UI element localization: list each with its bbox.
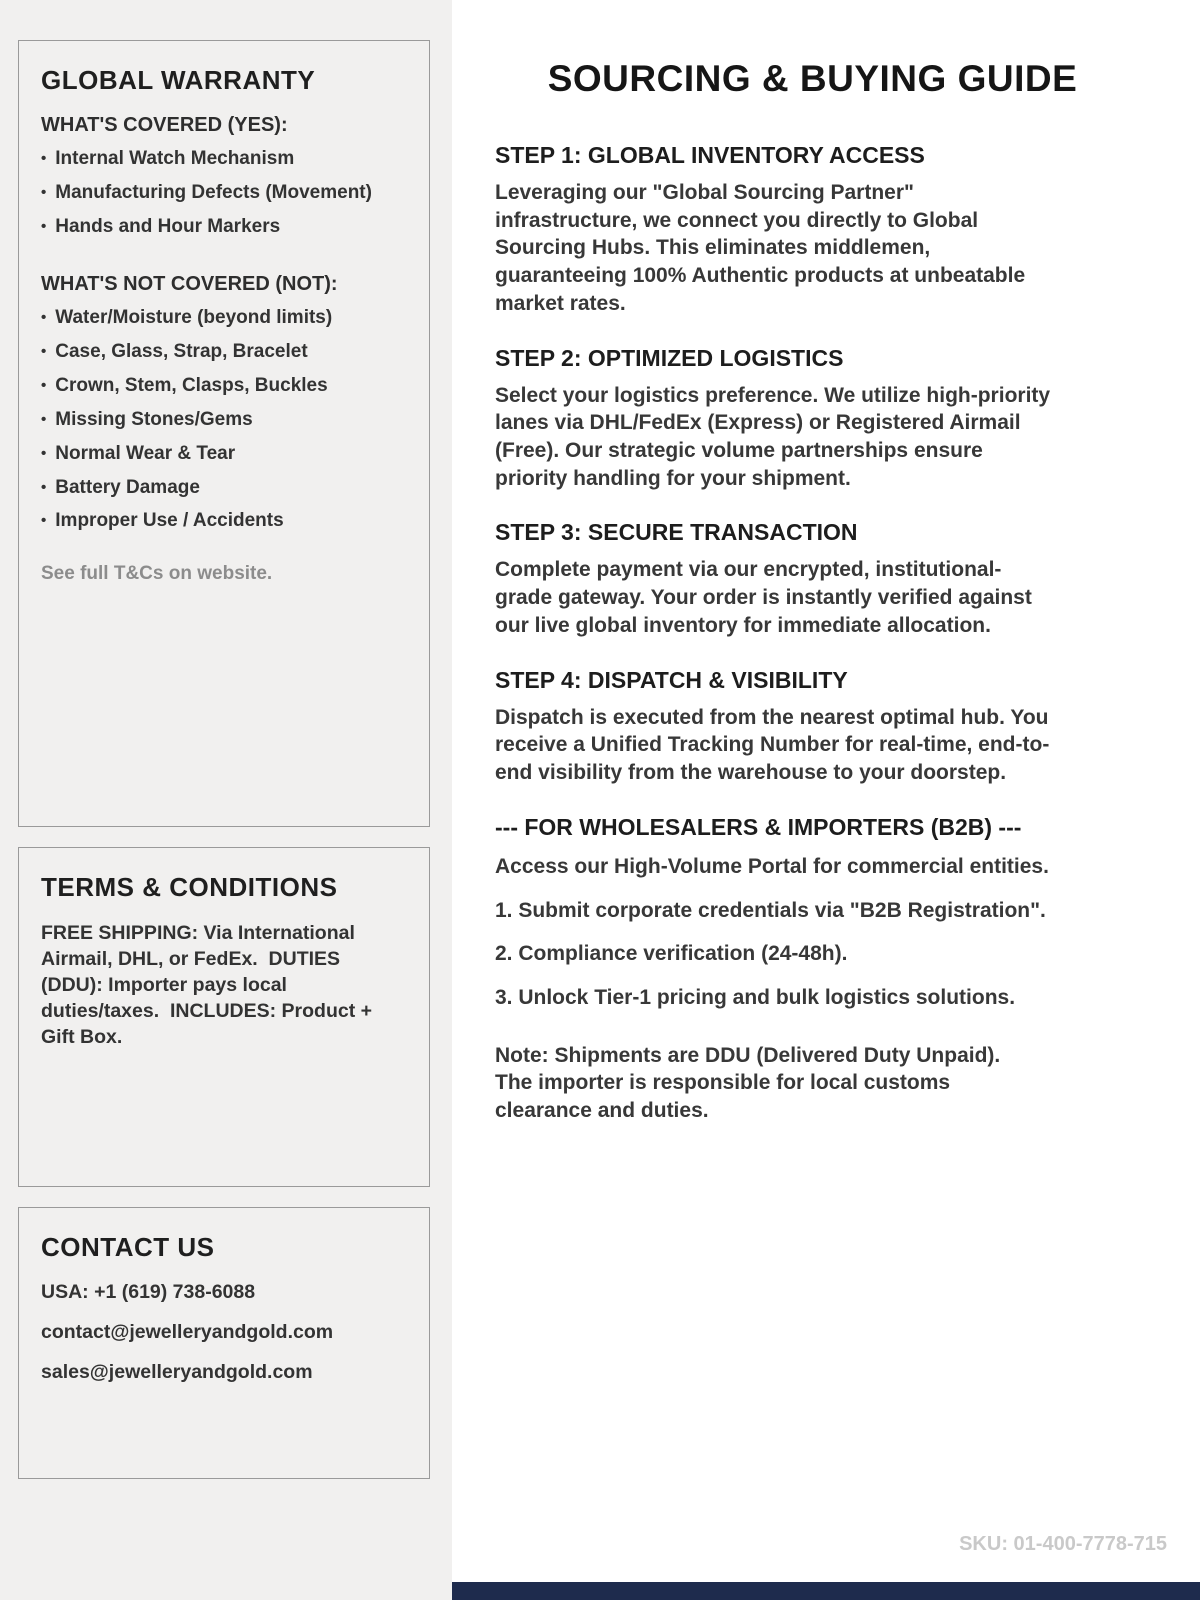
step-3-body: Complete payment via our encrypted, institutional-grade gateway. Your order is instantly verified against our live global inventory for immediate allocation.	[495, 558, 1032, 637]
sidebar	[0, 0, 452, 1600]
step-4-heading: STEP 4: DISPATCH & VISIBILITY	[495, 666, 848, 693]
list-item: • Missing Stones/Gems	[41, 410, 407, 430]
list-item: • Normal Wear & Tear	[41, 444, 407, 464]
step-1-body: Leveraging our "Global Sourcing Partner" infrastructure, we connect you directly to Global Sourcing Hubs. This eliminates middlemen, guaranteeing 100% Authentic products at unbeatable market rates.	[495, 181, 1026, 315]
b2b-intro: Access our High-Volume Portal for commercial entities.	[495, 854, 1049, 878]
list-item: • Case, Glass, Strap, Bracelet	[41, 342, 407, 362]
contact-email-sales: sales@jewelleryandgold.com	[41, 1361, 313, 1383]
warranty-footnote: See full T&Cs on website.	[41, 563, 273, 585]
b2b-note: Note: Shipments are DDU (Delivered Duty Unpaid). The importer is responsible for local customs clearance and duties.	[495, 1043, 1001, 1123]
contact-phone: USA: +1 (619) 738-6088	[41, 1281, 256, 1303]
not-covered-heading: WHAT'S NOT COVERED (NOT):	[41, 272, 338, 295]
terms-section	[18, 847, 430, 1187]
covered-heading: WHAT'S COVERED (YES):	[41, 114, 288, 136]
terms-title: TERMS & CONDITIONS	[41, 872, 338, 902]
step-1-heading: STEP 1: GLOBAL INVENTORY ACCESS	[495, 142, 925, 168]
contact-email-primary: contact@jewelleryandgold.com	[41, 1321, 334, 1343]
warranty-section	[18, 40, 430, 827]
terms-body: FREE SHIPPING: Via International Airmail, DHL, or FedEx. DUTIES (DDU): Importer pays local duties/taxes. INCLUDES: Product + Gift Box.	[41, 922, 378, 1048]
list-item: • Water/Moisture (beyond limits)	[41, 308, 407, 328]
list-item: • Internal Watch Mechanism	[41, 149, 407, 169]
footer-bar	[452, 1582, 1200, 1600]
step-2-section	[495, 345, 1130, 493]
page-title: SOURCING & BUYING GUIDE	[547, 58, 1078, 99]
list-item: • Crown, Stem, Clasps, Buckles	[41, 376, 407, 396]
list-item: • Battery Damage	[41, 478, 407, 498]
sku-label: SKU: 01-400-7778-715	[959, 1533, 1167, 1555]
step-3-heading: STEP 3: SECURE TRANSACTION	[495, 519, 858, 546]
main-content	[452, 0, 1200, 1125]
warranty-title: GLOBAL WARRANTY	[41, 65, 316, 95]
list-item: • Hands and Hour Markers	[41, 217, 407, 237]
step-2-body: Select your logistics preference. We utilize high-priority lanes via DHL/FedEx (Express) or Registered Airmail (Free). Our strategic volume partnerships ensure priority handling for your shipment.	[495, 383, 1051, 490]
b2b-section	[495, 814, 1130, 1125]
not-covered-list	[41, 308, 407, 532]
contact-section	[18, 1207, 430, 1479]
b2b-heading: --- FOR WHOLESALERS & IMPORTERS (B2B) ---	[495, 813, 1022, 840]
step-4-section	[495, 667, 1130, 787]
list-item: • Manufacturing Defects (Movement)	[41, 183, 407, 203]
contact-title: CONTACT US	[41, 1232, 215, 1262]
b2b-item-3: 3. Unlock Tier-1 pricing and bulk logistics solutions.	[495, 985, 1016, 1009]
step-4-body: Dispatch is executed from the nearest optimal hub. You receive a Unified Tracking Number for real-time, end-to-end visibility from the warehouse to your doorstep.	[495, 705, 1050, 785]
step-1-section	[495, 142, 1130, 318]
list-item: • Improper Use / Accidents	[41, 511, 407, 531]
covered-list	[41, 149, 407, 237]
step-2-heading: STEP 2: OPTIMIZED LOGISTICS	[495, 344, 844, 371]
b2b-item-1: 1. Submit corporate credentials via "B2B Registration".	[495, 898, 1046, 922]
step-3-section	[495, 519, 1130, 639]
b2b-item-2: 2. Compliance verification (24-48h).	[495, 942, 848, 966]
